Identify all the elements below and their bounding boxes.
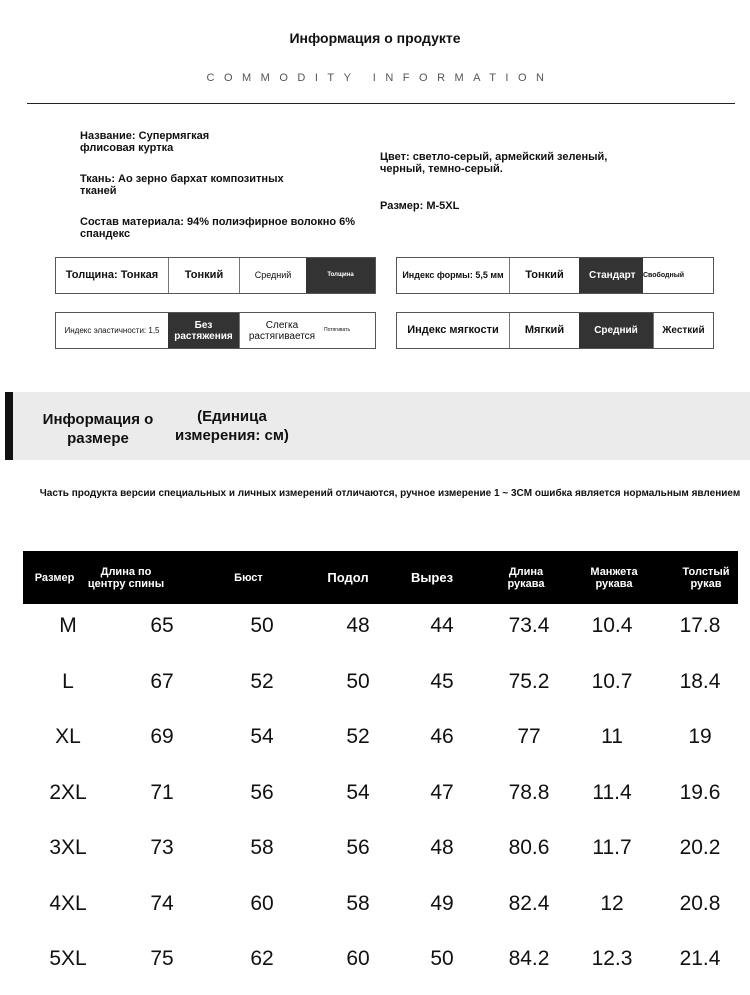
cell-hem: 48	[346, 614, 370, 637]
header-divider	[27, 103, 735, 104]
cell-neck: 48	[430, 836, 454, 859]
cell-back-length: 65	[150, 614, 174, 637]
size-table-header	[23, 551, 738, 604]
cell-size: 5XL	[49, 947, 87, 970]
elasticity-label: Индекс эластичности: 1,5	[64, 326, 160, 335]
cell-hem: 52	[346, 725, 370, 748]
shape-option-standard: Стандарт	[579, 258, 643, 293]
cell-sleeve-width: 21.4	[679, 947, 721, 970]
product-fabric: Ткань: Ao зерно бархат композитных тканей	[80, 173, 284, 197]
cell-neck: 44	[430, 614, 454, 637]
table-row	[0, 876, 750, 932]
elasticity-option-stretch: Потягивать	[324, 327, 351, 333]
cell-sleeve-length: 84.2	[508, 947, 550, 970]
cell-sleeve-length: 73.4	[508, 614, 550, 637]
table-row	[0, 820, 750, 876]
softness-option-medium: Средний	[579, 313, 653, 348]
cell-sleeve-width: 20.8	[679, 892, 721, 915]
cell-bust: 54	[250, 725, 274, 748]
size-section-accent-bar	[5, 392, 13, 460]
product-size: Размер: M-5XL	[380, 200, 460, 212]
softness-label: Индекс мягкости	[407, 324, 499, 336]
header-size: Размер	[34, 571, 75, 584]
commodity-info-subtitle: COMMODITY INFORMATION	[206, 72, 554, 84]
cell-bust: 62	[250, 947, 274, 970]
cell-sleeve-cuff: 10.4	[591, 614, 633, 637]
header-sleeve-width: Толстый рукав	[682, 565, 730, 590]
cell-sleeve-cuff: 11.4	[592, 781, 632, 804]
cell-sleeve-length: 77	[517, 725, 541, 748]
table-row	[0, 709, 750, 765]
table-row	[0, 765, 750, 821]
cell-sleeve-width: 17.8	[679, 614, 721, 637]
cell-sleeve-length: 82.4	[508, 892, 550, 915]
cell-sleeve-width: 20.2	[679, 836, 721, 859]
cell-back-length: 71	[150, 781, 174, 804]
cell-sleeve-cuff: 12	[600, 892, 624, 915]
elasticity-option-slight: Слегка растягивается	[239, 313, 324, 348]
cell-bust: 56	[250, 781, 274, 804]
cell-sleeve-width: 19.6	[679, 781, 721, 804]
cell-bust: 52	[250, 670, 274, 693]
cell-sleeve-cuff: 10.7	[591, 670, 633, 693]
cell-sleeve-cuff: 11.7	[592, 836, 632, 859]
elasticity-scale	[55, 312, 376, 349]
cell-sleeve-cuff: 12.3	[591, 947, 633, 970]
measurement-note: Часть продукта версии специальных и личных измерений отличаются, ручное измерение 1 ~ 3CM ошибка является нормальным явлением	[39, 488, 741, 499]
header-sleeve-length: Длина рукава	[507, 565, 545, 590]
cell-size: XL	[55, 725, 81, 748]
size-section-unit: (Единица измерения: см)	[175, 408, 289, 444]
table-row	[0, 598, 750, 654]
cell-neck: 47	[430, 781, 454, 804]
thickness-option-medium: Средний	[239, 258, 306, 293]
shape-option-thin: Тонкий	[509, 258, 579, 293]
thickness-option-thin: Тонкий	[168, 258, 239, 293]
cell-sleeve-cuff: 11	[601, 725, 623, 748]
softness-option-hard: Жесткий	[653, 313, 713, 348]
cell-size: 4XL	[49, 892, 87, 915]
thickness-option-thick: Толщина	[306, 258, 375, 293]
thickness-scale	[55, 257, 376, 294]
cell-hem: 56	[346, 836, 370, 859]
shape-scale	[396, 257, 714, 294]
header-back-length: Длина по центру спины	[87, 565, 165, 590]
header-bust: Бюст	[234, 571, 263, 584]
table-row	[0, 931, 750, 987]
shape-label: Индекс формы: 5,5 мм	[402, 270, 504, 280]
softness-option-soft: Мягкий	[509, 313, 579, 348]
cell-bust: 58	[250, 836, 274, 859]
shape-option-loose: Свободный	[643, 272, 685, 279]
cell-sleeve-width: 19	[688, 725, 712, 748]
thickness-label: Толщина: Тонкая	[65, 269, 159, 281]
cell-neck: 46	[430, 725, 454, 748]
header-sleeve-cuff: Манжета рукава	[590, 565, 638, 590]
cell-size: L	[62, 670, 74, 693]
product-composition: Состав материала: 94% полиэфирное волокно 6% спандекс	[80, 216, 356, 240]
cell-bust: 50	[250, 614, 274, 637]
cell-back-length: 73	[150, 836, 174, 859]
cell-back-length: 67	[150, 670, 174, 693]
cell-size: 2XL	[49, 781, 87, 804]
cell-sleeve-length: 80.6	[508, 836, 550, 859]
cell-bust: 60	[250, 892, 274, 915]
cell-neck: 45	[430, 670, 454, 693]
cell-back-length: 74	[150, 892, 174, 915]
cell-back-length: 75	[150, 947, 174, 970]
cell-neck: 50	[430, 947, 454, 970]
table-row	[0, 654, 750, 710]
cell-hem: 58	[346, 892, 370, 915]
product-color: Цвет: светло-серый, армейский зеленый, черный, темно-серый.	[380, 151, 608, 175]
cell-hem: 54	[346, 781, 370, 804]
cell-sleeve-width: 18.4	[679, 670, 721, 693]
cell-hem: 50	[346, 670, 370, 693]
product-name: Название: Супермягкая флисовая куртка	[80, 130, 210, 154]
header-neck: Вырез	[410, 569, 454, 585]
softness-scale	[396, 312, 714, 349]
product-info-title: Информация о продукте	[289, 30, 461, 46]
cell-hem: 60	[346, 947, 370, 970]
cell-size: M	[59, 614, 77, 637]
cell-size: 3XL	[49, 836, 87, 859]
cell-sleeve-length: 75.2	[508, 670, 550, 693]
size-section-title: Информация о размере	[42, 411, 154, 447]
cell-sleeve-length: 78.8	[508, 781, 550, 804]
elasticity-option-none: Без растяжения	[168, 313, 239, 348]
cell-neck: 49	[430, 892, 454, 915]
header-hem: Подол	[327, 569, 369, 585]
cell-back-length: 69	[150, 725, 174, 748]
